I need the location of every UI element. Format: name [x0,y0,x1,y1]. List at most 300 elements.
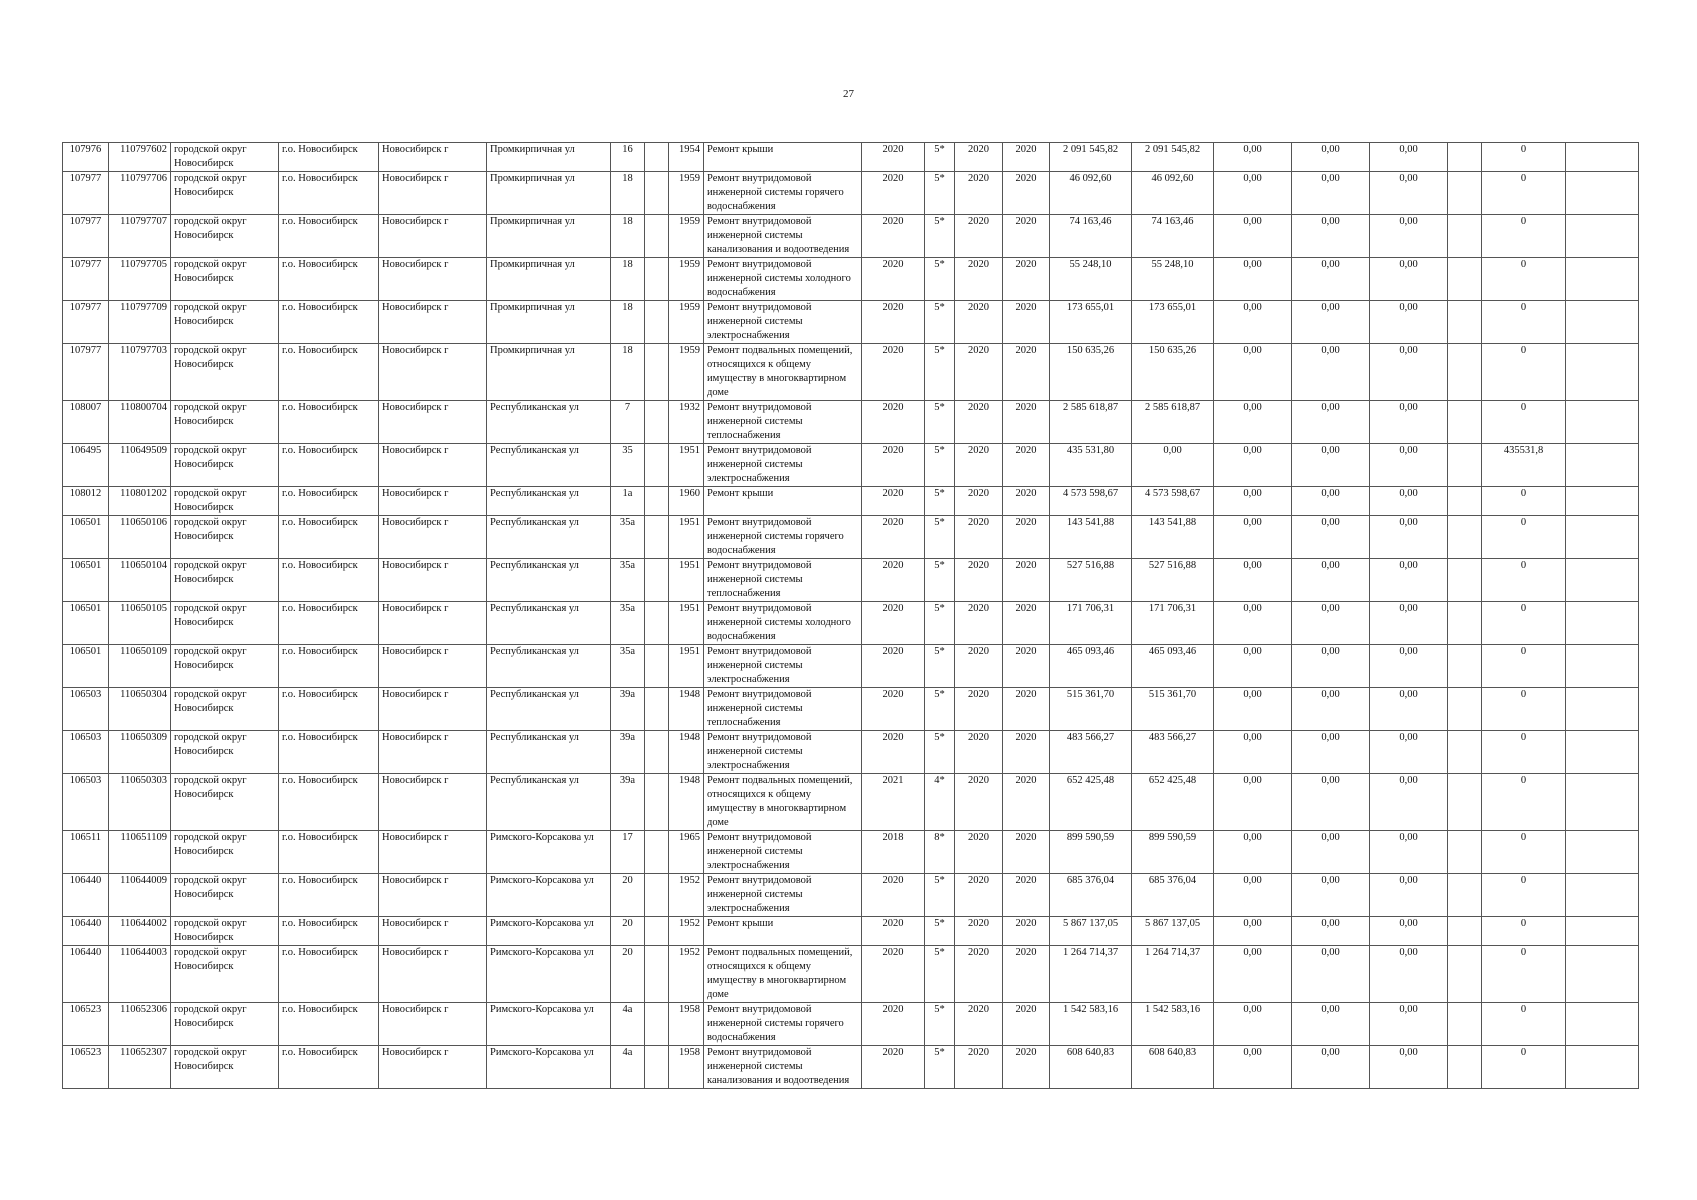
regional-fund-cost-cell: 1 542 583,16 [1132,1003,1214,1046]
work-type-cell: Ремонт внутридомовой инженерной системы электроснабжения [704,874,862,917]
end-year-cell: 2020 [1003,645,1050,688]
plan-year-cell: 2020 [862,688,925,731]
municipal-district-cell: г.о. Новосибирск [279,874,379,917]
regional-fund-cost-cell: 173 655,01 [1132,301,1214,344]
federal-funds-cell: 0,00 [1214,301,1292,344]
work-id-cell: 110800704 [109,401,171,444]
building-cell [645,487,669,516]
settlement-cell: Новосибирск г [379,946,487,1003]
settlement-cell: Новосибирск г [379,444,487,487]
object-id-cell: 108012 [63,487,109,516]
end-year-cell: 2020 [1003,444,1050,487]
priority-cell: 5* [925,301,955,344]
municipality-cell: городской округ Новосибирск [171,917,279,946]
building-cell [645,645,669,688]
federal-funds-cell: 0,00 [1214,774,1292,831]
notes-cell [1566,731,1639,774]
year-built-cell: 1932 [669,401,704,444]
work-id-cell: 110644003 [109,946,171,1003]
settlement-cell: Новосибирск г [379,559,487,602]
regional-budget-cell: 0,00 [1292,301,1370,344]
regional-fund-cost-cell: 1 264 714,37 [1132,946,1214,1003]
plan-year-cell: 2020 [862,1046,925,1089]
house-number-cell: 20 [611,874,645,917]
work-id-cell: 110644009 [109,874,171,917]
priority-cell: 5* [925,731,955,774]
work-id-cell: 110797706 [109,172,171,215]
total-cost-cell: 173 655,01 [1050,301,1132,344]
work-type-cell: Ремонт внутридомовой инженерной системы горячего водоснабжения [704,516,862,559]
extra-column-cell [1448,874,1482,917]
work-id-cell: 110797709 [109,301,171,344]
municipality-cell: городской округ Новосибирск [171,946,279,1003]
regional-budget-cell: 0,00 [1292,688,1370,731]
table-row [63,1046,1639,1089]
work-type-cell: Ремонт внутридомовой инженерной системы электроснабжения [704,831,862,874]
object-id-cell: 106440 [63,874,109,917]
owner-funds-cell: 0 [1482,917,1566,946]
end-year-cell: 2020 [1003,215,1050,258]
end-year-cell: 2020 [1003,143,1050,172]
start-year-cell: 2020 [955,344,1003,401]
building-cell [645,917,669,946]
table-row [63,516,1639,559]
plan-year-cell: 2020 [862,1003,925,1046]
owner-funds-cell: 0 [1482,301,1566,344]
start-year-cell: 2020 [955,731,1003,774]
owner-funds-cell: 0 [1482,401,1566,444]
notes-cell [1566,602,1639,645]
municipality-cell: городской округ Новосибирск [171,645,279,688]
notes-cell [1566,487,1639,516]
regional-fund-cost-cell: 143 541,88 [1132,516,1214,559]
building-cell [645,401,669,444]
street-cell: Республиканская ул [487,487,611,516]
end-year-cell: 2020 [1003,301,1050,344]
notes-cell [1566,172,1639,215]
municipality-cell: городской округ Новосибирск [171,874,279,917]
settlement-cell: Новосибирск г [379,917,487,946]
street-cell: Промкирпичная ул [487,301,611,344]
total-cost-cell: 527 516,88 [1050,559,1132,602]
building-cell [645,301,669,344]
object-id-cell: 106511 [63,831,109,874]
regional-fund-cost-cell: 527 516,88 [1132,559,1214,602]
object-id-cell: 107977 [63,258,109,301]
street-cell: Римского-Корсакова ул [487,917,611,946]
extra-column-cell [1448,946,1482,1003]
end-year-cell: 2020 [1003,487,1050,516]
end-year-cell: 2020 [1003,1003,1050,1046]
plan-year-cell: 2020 [862,946,925,1003]
extra-column-cell [1448,774,1482,831]
work-id-cell: 110797707 [109,215,171,258]
notes-cell [1566,401,1639,444]
priority-cell: 5* [925,1046,955,1089]
extra-column-cell [1448,731,1482,774]
settlement-cell: Новосибирск г [379,602,487,645]
municipal-district-cell: г.о. Новосибирск [279,258,379,301]
work-id-cell: 110649509 [109,444,171,487]
year-built-cell: 1951 [669,516,704,559]
federal-funds-cell: 0,00 [1214,645,1292,688]
federal-funds-cell: 0,00 [1214,143,1292,172]
end-year-cell: 2020 [1003,344,1050,401]
local-budget-cell: 0,00 [1370,946,1448,1003]
object-id-cell: 108007 [63,401,109,444]
start-year-cell: 2020 [955,688,1003,731]
building-cell [645,688,669,731]
start-year-cell: 2020 [955,401,1003,444]
total-cost-cell: 1 542 583,16 [1050,1003,1132,1046]
regional-budget-cell: 0,00 [1292,143,1370,172]
street-cell: Республиканская ул [487,731,611,774]
year-built-cell: 1954 [669,143,704,172]
regional-fund-cost-cell: 515 361,70 [1132,688,1214,731]
settlement-cell: Новосибирск г [379,731,487,774]
table-row [63,559,1639,602]
municipality-cell: городской округ Новосибирск [171,143,279,172]
plan-year-cell: 2020 [862,559,925,602]
notes-cell [1566,1046,1639,1089]
work-type-cell: Ремонт внутридомовой инженерной системы холодного водоснабжения [704,258,862,301]
house-number-cell: 39а [611,774,645,831]
regional-budget-cell: 0,00 [1292,487,1370,516]
notes-cell [1566,688,1639,731]
work-id-cell: 110650105 [109,602,171,645]
table-row [63,344,1639,401]
owner-funds-cell: 0 [1482,731,1566,774]
end-year-cell: 2020 [1003,688,1050,731]
year-built-cell: 1948 [669,688,704,731]
street-cell: Римского-Корсакова ул [487,831,611,874]
building-cell [645,874,669,917]
municipality-cell: городской округ Новосибирск [171,444,279,487]
total-cost-cell: 483 566,27 [1050,731,1132,774]
object-id-cell: 106523 [63,1046,109,1089]
regional-fund-cost-cell: 4 573 598,67 [1132,487,1214,516]
local-budget-cell: 0,00 [1370,917,1448,946]
municipality-cell: городской округ Новосибирск [171,602,279,645]
federal-funds-cell: 0,00 [1214,874,1292,917]
house-number-cell: 18 [611,258,645,301]
end-year-cell: 2020 [1003,602,1050,645]
year-built-cell: 1952 [669,874,704,917]
work-id-cell: 110644002 [109,917,171,946]
owner-funds-cell: 0 [1482,645,1566,688]
plan-year-cell: 2020 [862,401,925,444]
start-year-cell: 2020 [955,1046,1003,1089]
municipality-cell: городской округ Новосибирск [171,516,279,559]
house-number-cell: 20 [611,917,645,946]
work-id-cell: 110651109 [109,831,171,874]
table-row [63,258,1639,301]
regional-budget-cell: 0,00 [1292,874,1370,917]
street-cell: Римского-Корсакова ул [487,1003,611,1046]
municipality-cell: городской округ Новосибирск [171,172,279,215]
regional-fund-cost-cell: 2 091 545,82 [1132,143,1214,172]
year-built-cell: 1952 [669,946,704,1003]
start-year-cell: 2020 [955,946,1003,1003]
table-row [63,831,1639,874]
notes-cell [1566,516,1639,559]
priority-cell: 5* [925,602,955,645]
plan-year-cell: 2020 [862,645,925,688]
settlement-cell: Новосибирск г [379,215,487,258]
object-id-cell: 106501 [63,559,109,602]
plan-year-cell: 2020 [862,172,925,215]
table-row [63,487,1639,516]
federal-funds-cell: 0,00 [1214,946,1292,1003]
end-year-cell: 2020 [1003,559,1050,602]
house-number-cell: 35а [611,602,645,645]
regional-fund-cost-cell: 0,00 [1132,444,1214,487]
work-type-cell: Ремонт внутридомовой инженерной системы горячего водоснабжения [704,172,862,215]
priority-cell: 5* [925,444,955,487]
regional-fund-cost-cell: 74 163,46 [1132,215,1214,258]
priority-cell: 5* [925,688,955,731]
start-year-cell: 2020 [955,1003,1003,1046]
municipal-district-cell: г.о. Новосибирск [279,731,379,774]
local-budget-cell: 0,00 [1370,774,1448,831]
table-row [63,301,1639,344]
total-cost-cell: 2 585 618,87 [1050,401,1132,444]
street-cell: Промкирпичная ул [487,215,611,258]
end-year-cell: 2020 [1003,258,1050,301]
federal-funds-cell: 0,00 [1214,602,1292,645]
work-id-cell: 110797602 [109,143,171,172]
street-cell: Римского-Корсакова ул [487,1046,611,1089]
end-year-cell: 2020 [1003,516,1050,559]
table-row [63,172,1639,215]
object-id-cell: 106495 [63,444,109,487]
building-cell [645,444,669,487]
work-type-cell: Ремонт внутридомовой инженерной системы теплоснабжения [704,401,862,444]
house-number-cell: 4а [611,1046,645,1089]
regional-budget-cell: 0,00 [1292,172,1370,215]
building-cell [645,143,669,172]
year-built-cell: 1948 [669,731,704,774]
priority-cell: 5* [925,874,955,917]
work-type-cell: Ремонт подвальных помещений, относящихся к общему имуществу в многоквартирном доме [704,344,862,401]
settlement-cell: Новосибирск г [379,301,487,344]
building-cell [645,559,669,602]
start-year-cell: 2020 [955,602,1003,645]
building-cell [645,516,669,559]
total-cost-cell: 143 541,88 [1050,516,1132,559]
end-year-cell: 2020 [1003,731,1050,774]
house-number-cell: 39а [611,731,645,774]
total-cost-cell: 608 640,83 [1050,1046,1132,1089]
regional-budget-cell: 0,00 [1292,917,1370,946]
priority-cell: 5* [925,516,955,559]
federal-funds-cell: 0,00 [1214,688,1292,731]
work-id-cell: 110650104 [109,559,171,602]
owner-funds-cell: 0 [1482,774,1566,831]
object-id-cell: 106503 [63,774,109,831]
municipal-district-cell: г.о. Новосибирск [279,917,379,946]
object-id-cell: 107976 [63,143,109,172]
municipality-cell: городской округ Новосибирск [171,688,279,731]
regional-budget-cell: 0,00 [1292,946,1370,1003]
notes-cell [1566,831,1639,874]
local-budget-cell: 0,00 [1370,444,1448,487]
building-cell [645,602,669,645]
extra-column-cell [1448,1003,1482,1046]
local-budget-cell: 0,00 [1370,1046,1448,1089]
street-cell: Республиканская ул [487,444,611,487]
notes-cell [1566,444,1639,487]
settlement-cell: Новосибирск г [379,1003,487,1046]
regional-fund-cost-cell: 46 092,60 [1132,172,1214,215]
street-cell: Республиканская ул [487,516,611,559]
federal-funds-cell: 0,00 [1214,516,1292,559]
building-cell [645,1046,669,1089]
object-id-cell: 107977 [63,344,109,401]
total-cost-cell: 435 531,80 [1050,444,1132,487]
municipal-district-cell: г.о. Новосибирск [279,1003,379,1046]
owner-funds-cell: 0 [1482,258,1566,301]
street-cell: Республиканская ул [487,645,611,688]
federal-funds-cell: 0,00 [1214,444,1292,487]
table-row [63,602,1639,645]
work-type-cell: Ремонт внутридомовой инженерной системы электроснабжения [704,731,862,774]
house-number-cell: 18 [611,301,645,344]
owner-funds-cell: 0 [1482,172,1566,215]
start-year-cell: 2020 [955,215,1003,258]
page-number: 27 [843,88,854,100]
owner-funds-cell: 435531,8 [1482,444,1566,487]
settlement-cell: Новосибирск г [379,645,487,688]
start-year-cell: 2020 [955,774,1003,831]
work-id-cell: 110801202 [109,487,171,516]
regional-fund-cost-cell: 608 640,83 [1132,1046,1214,1089]
municipal-district-cell: г.о. Новосибирск [279,344,379,401]
owner-funds-cell: 0 [1482,516,1566,559]
municipality-cell: городской округ Новосибирск [171,731,279,774]
municipality-cell: городской округ Новосибирск [171,487,279,516]
extra-column-cell [1448,143,1482,172]
table-row [63,774,1639,831]
house-number-cell: 18 [611,172,645,215]
object-id-cell: 107977 [63,215,109,258]
table-row [63,731,1639,774]
year-built-cell: 1958 [669,1046,704,1089]
year-built-cell: 1958 [669,1003,704,1046]
regional-budget-cell: 0,00 [1292,645,1370,688]
municipal-district-cell: г.о. Новосибирск [279,487,379,516]
local-budget-cell: 0,00 [1370,401,1448,444]
municipal-district-cell: г.о. Новосибирск [279,444,379,487]
work-type-cell: Ремонт внутридомовой инженерной системы электроснабжения [704,444,862,487]
work-type-cell: Ремонт внутридомовой инженерной системы теплоснабжения [704,688,862,731]
work-id-cell: 110650109 [109,645,171,688]
table-row [63,444,1639,487]
object-id-cell: 106503 [63,731,109,774]
work-id-cell: 110650303 [109,774,171,831]
federal-funds-cell: 0,00 [1214,831,1292,874]
end-year-cell: 2020 [1003,774,1050,831]
object-id-cell: 106503 [63,688,109,731]
end-year-cell: 2020 [1003,917,1050,946]
municipal-district-cell: г.о. Новосибирск [279,774,379,831]
house-number-cell: 39а [611,688,645,731]
notes-cell [1566,215,1639,258]
start-year-cell: 2020 [955,487,1003,516]
local-budget-cell: 0,00 [1370,301,1448,344]
total-cost-cell: 46 092,60 [1050,172,1132,215]
notes-cell [1566,645,1639,688]
work-type-cell: Ремонт крыши [704,917,862,946]
work-id-cell: 110650106 [109,516,171,559]
extra-column-cell [1448,301,1482,344]
priority-cell: 5* [925,645,955,688]
owner-funds-cell: 0 [1482,1003,1566,1046]
total-cost-cell: 150 635,26 [1050,344,1132,401]
municipality-cell: городской округ Новосибирск [171,831,279,874]
house-number-cell: 20 [611,946,645,1003]
table-row [63,688,1639,731]
regional-budget-cell: 0,00 [1292,831,1370,874]
regional-budget-cell: 0,00 [1292,1046,1370,1089]
year-built-cell: 1951 [669,559,704,602]
table-row [63,401,1639,444]
regional-budget-cell: 0,00 [1292,444,1370,487]
end-year-cell: 2020 [1003,1046,1050,1089]
regional-fund-cost-cell: 483 566,27 [1132,731,1214,774]
extra-column-cell [1448,516,1482,559]
object-id-cell: 107977 [63,301,109,344]
settlement-cell: Новосибирск г [379,774,487,831]
year-built-cell: 1959 [669,344,704,401]
total-cost-cell: 2 091 545,82 [1050,143,1132,172]
work-id-cell: 110652306 [109,1003,171,1046]
start-year-cell: 2020 [955,559,1003,602]
regional-fund-cost-cell: 150 635,26 [1132,344,1214,401]
plan-year-cell: 2020 [862,258,925,301]
building-cell [645,946,669,1003]
priority-cell: 8* [925,831,955,874]
regional-budget-cell: 0,00 [1292,516,1370,559]
start-year-cell: 2020 [955,831,1003,874]
regional-fund-cost-cell: 171 706,31 [1132,602,1214,645]
regional-budget-cell: 0,00 [1292,344,1370,401]
owner-funds-cell: 0 [1482,602,1566,645]
owner-funds-cell: 0 [1482,688,1566,731]
extra-column-cell [1448,172,1482,215]
street-cell: Республиканская ул [487,688,611,731]
regional-fund-cost-cell: 465 093,46 [1132,645,1214,688]
building-cell [645,1003,669,1046]
priority-cell: 5* [925,143,955,172]
settlement-cell: Новосибирск г [379,516,487,559]
house-number-cell: 18 [611,344,645,401]
total-cost-cell: 1 264 714,37 [1050,946,1132,1003]
settlement-cell: Новосибирск г [379,344,487,401]
local-budget-cell: 0,00 [1370,645,1448,688]
house-number-cell: 35а [611,516,645,559]
work-id-cell: 110797705 [109,258,171,301]
notes-cell [1566,559,1639,602]
municipality-cell: городской округ Новосибирск [171,258,279,301]
building-cell [645,215,669,258]
federal-funds-cell: 0,00 [1214,487,1292,516]
federal-funds-cell: 0,00 [1214,258,1292,301]
plan-year-cell: 2020 [862,344,925,401]
start-year-cell: 2020 [955,444,1003,487]
federal-funds-cell: 0,00 [1214,1046,1292,1089]
end-year-cell: 2020 [1003,831,1050,874]
